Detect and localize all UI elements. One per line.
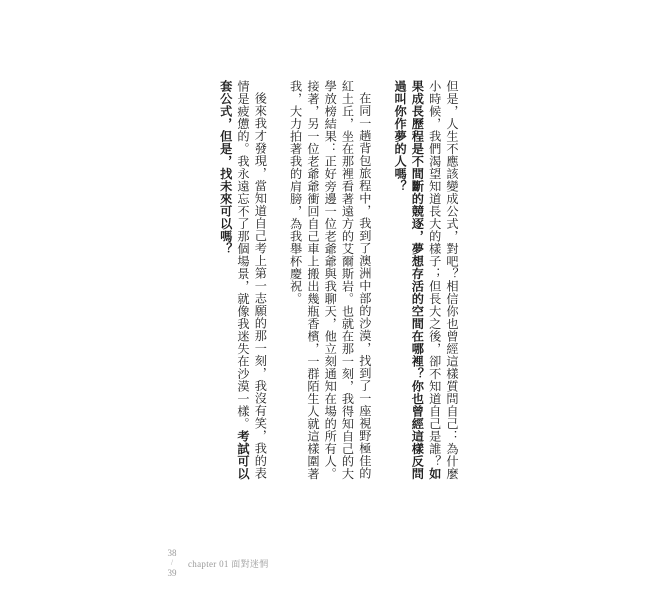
page-number-right: 39 <box>167 568 177 578</box>
paragraph-3 <box>216 80 268 480</box>
paragraph-1-bold: 如果成長歷程是不間斷的競逐，夢想存活的空間在哪裡？你也曾經這樣反問過叫你作夢的人嗎？ <box>393 80 442 480</box>
page-numbers <box>164 548 180 578</box>
running-head: chapter 01 面對迷惘 <box>188 559 269 569</box>
page-number-left: 38 <box>167 548 177 558</box>
page-number-separator: / <box>170 558 174 567</box>
paragraph-2: 在同一趟背包旅程中，我到了澳洲中部的沙漠，找到了一座視野極佳的紅土丘，坐在那裡看著遠方的艾爾斯岩。也就在那一刻，我得知自己的大學放榜結果：正好旁邊一位老爺爺與我聊天，他立刻通知在場的所有人。接著，另一位老爺爺衝回自己車上搬出幾瓶香檳，一群陌生人就這樣圍著我，大力拍著我的肩膀，為我舉杯慶祝。 <box>288 80 372 480</box>
paragraph-3-bold: 考試可以套公式，但是，找未來可以嗎？ <box>218 80 251 480</box>
paragraph-1-plain: 但是，人生不應該變成公式，對吧？相信你也曾經這樣質問自己：為什麼小時候，我們渴望知道長大的樣子；但長大之後，卻不知道自己是誰？ <box>427 80 459 480</box>
paragraph-1 <box>391 80 460 480</box>
vertical-body-text <box>218 80 460 480</box>
paragraph-3-plain: 後來我才發現，當知道自己考上第一志願的那一刻，我沒有笑，我的表情是疲憊的。我永遠忘不了那個場景，就像我迷失在沙漠一樣。 <box>236 80 268 480</box>
